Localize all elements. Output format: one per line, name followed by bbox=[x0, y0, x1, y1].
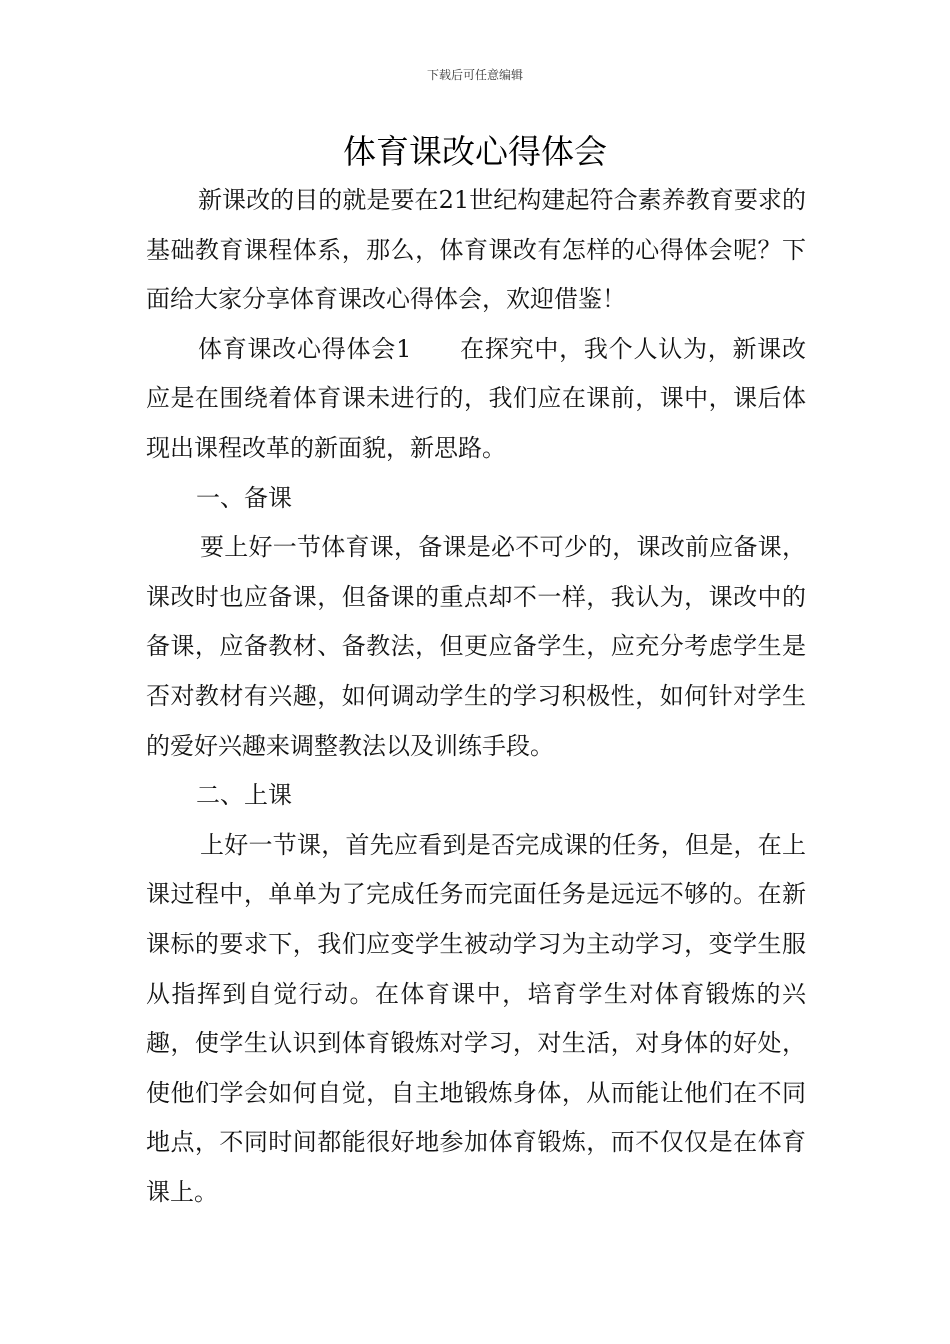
article-label: 体育课改心得体会1 bbox=[198, 334, 412, 363]
page-header-note: 下载后可任意编辑 bbox=[426, 68, 523, 82]
section-paragraph-preparation: 要上好一节体育课，备课是必不可少的，课改前应备课，课改时也应备课，但备课的重点却不一样，我认为，课改中的备课，应备教材、备教法，但更应备学生，应充分考虑学生是否对教材有兴趣，如何调动学生的学习积极性，如何针对学生的爱好兴趣来调整教法以及训练手段。 bbox=[146, 533, 806, 760]
intro-paragraph: 新课改的目的就是要在21世纪构建起符合素养教育要求的基础教育课程体系，那么，体育课改有怎样的心得体会呢？下面给大家分享体育课改心得体会，欢迎借鉴！ bbox=[146, 186, 806, 314]
section-paragraph-teaching: 上好一节课，首先应看到是否完成课的任务，但是，在上课过程中，单单为了完成任务而完面任务是远远不够的。在新课标的要求下，我们应变学生被动学习为主动学习，变学生服从指挥到自觉行动。在体育课中，培育学生对体育锻炼的兴趣，使学生认识到体育锻炼对学习，对生活，对身体的好处，使他们学会如何自觉，自主地锻炼身体，从而能让他们在不同地点，不同时间都能很好地参加体育锻炼，而不仅仅是在体育课上。 bbox=[146, 830, 806, 1206]
article-lead: 在探究中，我个人认为，新课改应是在围绕着体育课未进行的，我们应在课前，课中，课后体现出课程改革的新面貌，新思路。 bbox=[146, 334, 806, 462]
article-paragraph bbox=[146, 325, 806, 474]
section-heading-teaching: 二、上课 bbox=[196, 781, 292, 810]
document-title: 体育课改心得体会 bbox=[343, 132, 607, 171]
section-heading-preparation: 一、备课 bbox=[196, 483, 292, 512]
document-body bbox=[146, 176, 806, 1217]
